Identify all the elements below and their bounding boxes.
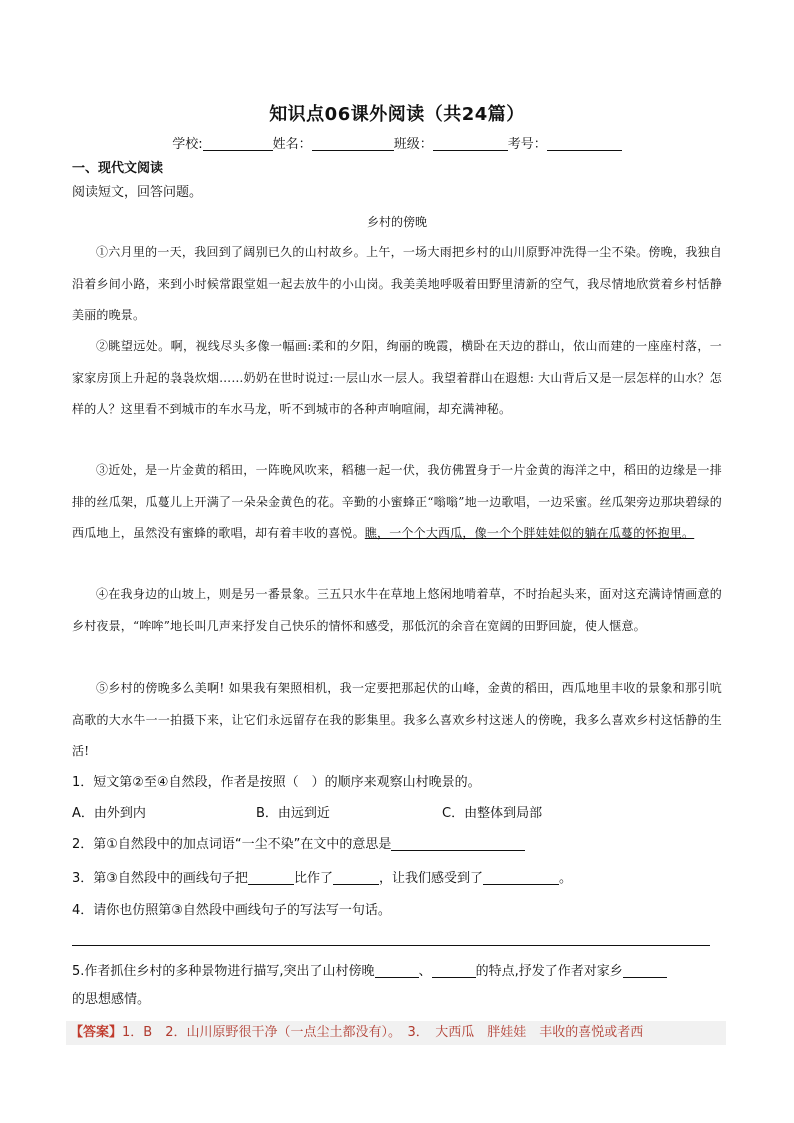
- question-3-text-c: ，让我们感受到了: [378, 871, 483, 886]
- name-label: 姓名：: [272, 137, 312, 152]
- question-1: 1．短文第②至④自然段，作者是按照（ ）的顺序来观察山村晚景的。: [72, 775, 481, 790]
- answer-text: 1．B 2．山川原野很干净（一点尘土都没有）。 3． 大西瓜 胖娃娃 丰收的喜悦或者西: [122, 1025, 644, 1040]
- question-4: 4．请你也仿照第③自然段中画线句子的写法写一句话。: [72, 903, 391, 918]
- question-3-text-a: 3．第③自然段中的画线句子把: [72, 871, 248, 886]
- question-5: [72, 958, 732, 1014]
- student-info-line: [0, 133, 794, 152]
- question-5-text-d: 的思想感情。: [72, 992, 151, 1007]
- name-blank: [312, 136, 394, 151]
- paragraph-2: ②眺望远处。啊，视线尽头多像一幅画:柔和的夕阳，绚丽的晚霞，横卧在天边的群山，依山而建的一座座村落，一家家房顶上升起的袅袅炊烟……奶奶在世时说过:一层山水一层人。我望着群山在遐想: 大山背后又是一层怎样的山水？怎样的人？这里看不到城市的车水马龙，听不到城市的各种声响喧闹，却充满神秘。: [72, 339, 722, 416]
- class-blank: [433, 136, 508, 151]
- paragraph-1: ①六月里的一天，我回到了阔别已久的山村故乡。上午，一场大雨把乡村的山川原野冲洗得一尘不染。傍晚，我独自沿着乡间小路，来到小时候常跟堂姐一起去放牛的小山岗。我美美地呼吸着田野里清新的空气，我尽情地欣赏着乡村恬静美丽的晚景。: [72, 245, 722, 322]
- question-2: [72, 830, 732, 860]
- option-a: A．由外到内: [72, 806, 146, 821]
- question-3-text-d: 。: [558, 871, 572, 886]
- question-3: [72, 864, 732, 894]
- question-5-text-a: 5.作者抓住乡村的多种景物进行描写,突出了山村傍晚: [72, 964, 375, 979]
- answer-banner: [66, 1021, 726, 1045]
- section-heading: 一、现代文阅读: [72, 161, 164, 176]
- school-blank: [203, 136, 273, 151]
- passage-title: 乡村的傍晚: [366, 215, 427, 229]
- question-3-text-b: 比作了: [293, 871, 333, 886]
- exam-number-blank: [547, 136, 622, 151]
- option-c: C．由整体到局部: [442, 806, 543, 821]
- page-title: 知识点06课外阅读（共24篇）: [269, 104, 525, 125]
- option-b: B．由远到近: [256, 806, 330, 821]
- class-label: 班级：: [393, 137, 433, 152]
- question-5-blank-1: [375, 963, 419, 978]
- question-5-text-b: 、: [418, 964, 432, 979]
- paragraph-3: [72, 455, 722, 550]
- school-label: 学校:: [172, 137, 203, 152]
- question-3-blank-1: [248, 870, 294, 885]
- question-4-answer-line: [72, 945, 710, 946]
- question-2-text: 2．第①自然段中的加点词语“一尘不染”在文中的意思是: [72, 837, 392, 852]
- question-5-blank-3: [623, 963, 667, 978]
- paragraph-5: ⑤乡村的傍晚多么美啊! 如果我有架照相机，我一定要把那起伏的山峰，金黄的稻田，西瓜地里丰收的景象和那引吭高歌的大水牛一一拍摄下来，让它们永远留存在我的影集里。我多么喜欢乡村这迷人的傍晚，我多么喜欢乡村这恬静的生活!: [72, 681, 722, 758]
- paragraph-3-text: ③近处，是一片金黄的稻田，一阵晚风吹来，稻穗一起一伏，我仿佛置身于一片金黄的海洋之中，稻田的边缘是一排排的丝瓜架，瓜蔓儿上开满了一朵朵金黄色的花。辛勤的小蜜蜂正“嗡嗡”地一边歌唱，一边采蜜。丝瓜架旁边那块碧绿的西瓜地上，虽然没有蜜蜂的歌唱，却有着丰收的喜悦。: [72, 463, 722, 540]
- question-3-blank-3: [483, 870, 559, 885]
- exam-number-label: 考号：: [507, 137, 547, 152]
- paragraph-4: ④在我身边的山坡上，则是另一番景象。三五只水牛在草地上悠闲地啃着草，不时抬起头来，面对这充满诗情画意的乡村夜景，“哞哞”地长叫几声来抒发自己快乐的情怀和感受，那低沉的余音在宽阔的田野回旋，使人惬意。: [72, 587, 722, 633]
- reading-instruction: 阅读短文，回答问题。: [72, 185, 203, 200]
- question-5-text-c: 的特点,抒发了作者对家乡: [475, 964, 623, 979]
- question-3-blank-2: [333, 870, 379, 885]
- underlined-sentence: 瞧，一个个大西瓜，像一个个胖娃娃似的躺在瓜蔓的怀抱里。: [364, 526, 695, 540]
- answer-tag: 【答案】: [70, 1025, 123, 1040]
- question-2-blank: [391, 836, 525, 851]
- question-5-blank-2: [432, 963, 476, 978]
